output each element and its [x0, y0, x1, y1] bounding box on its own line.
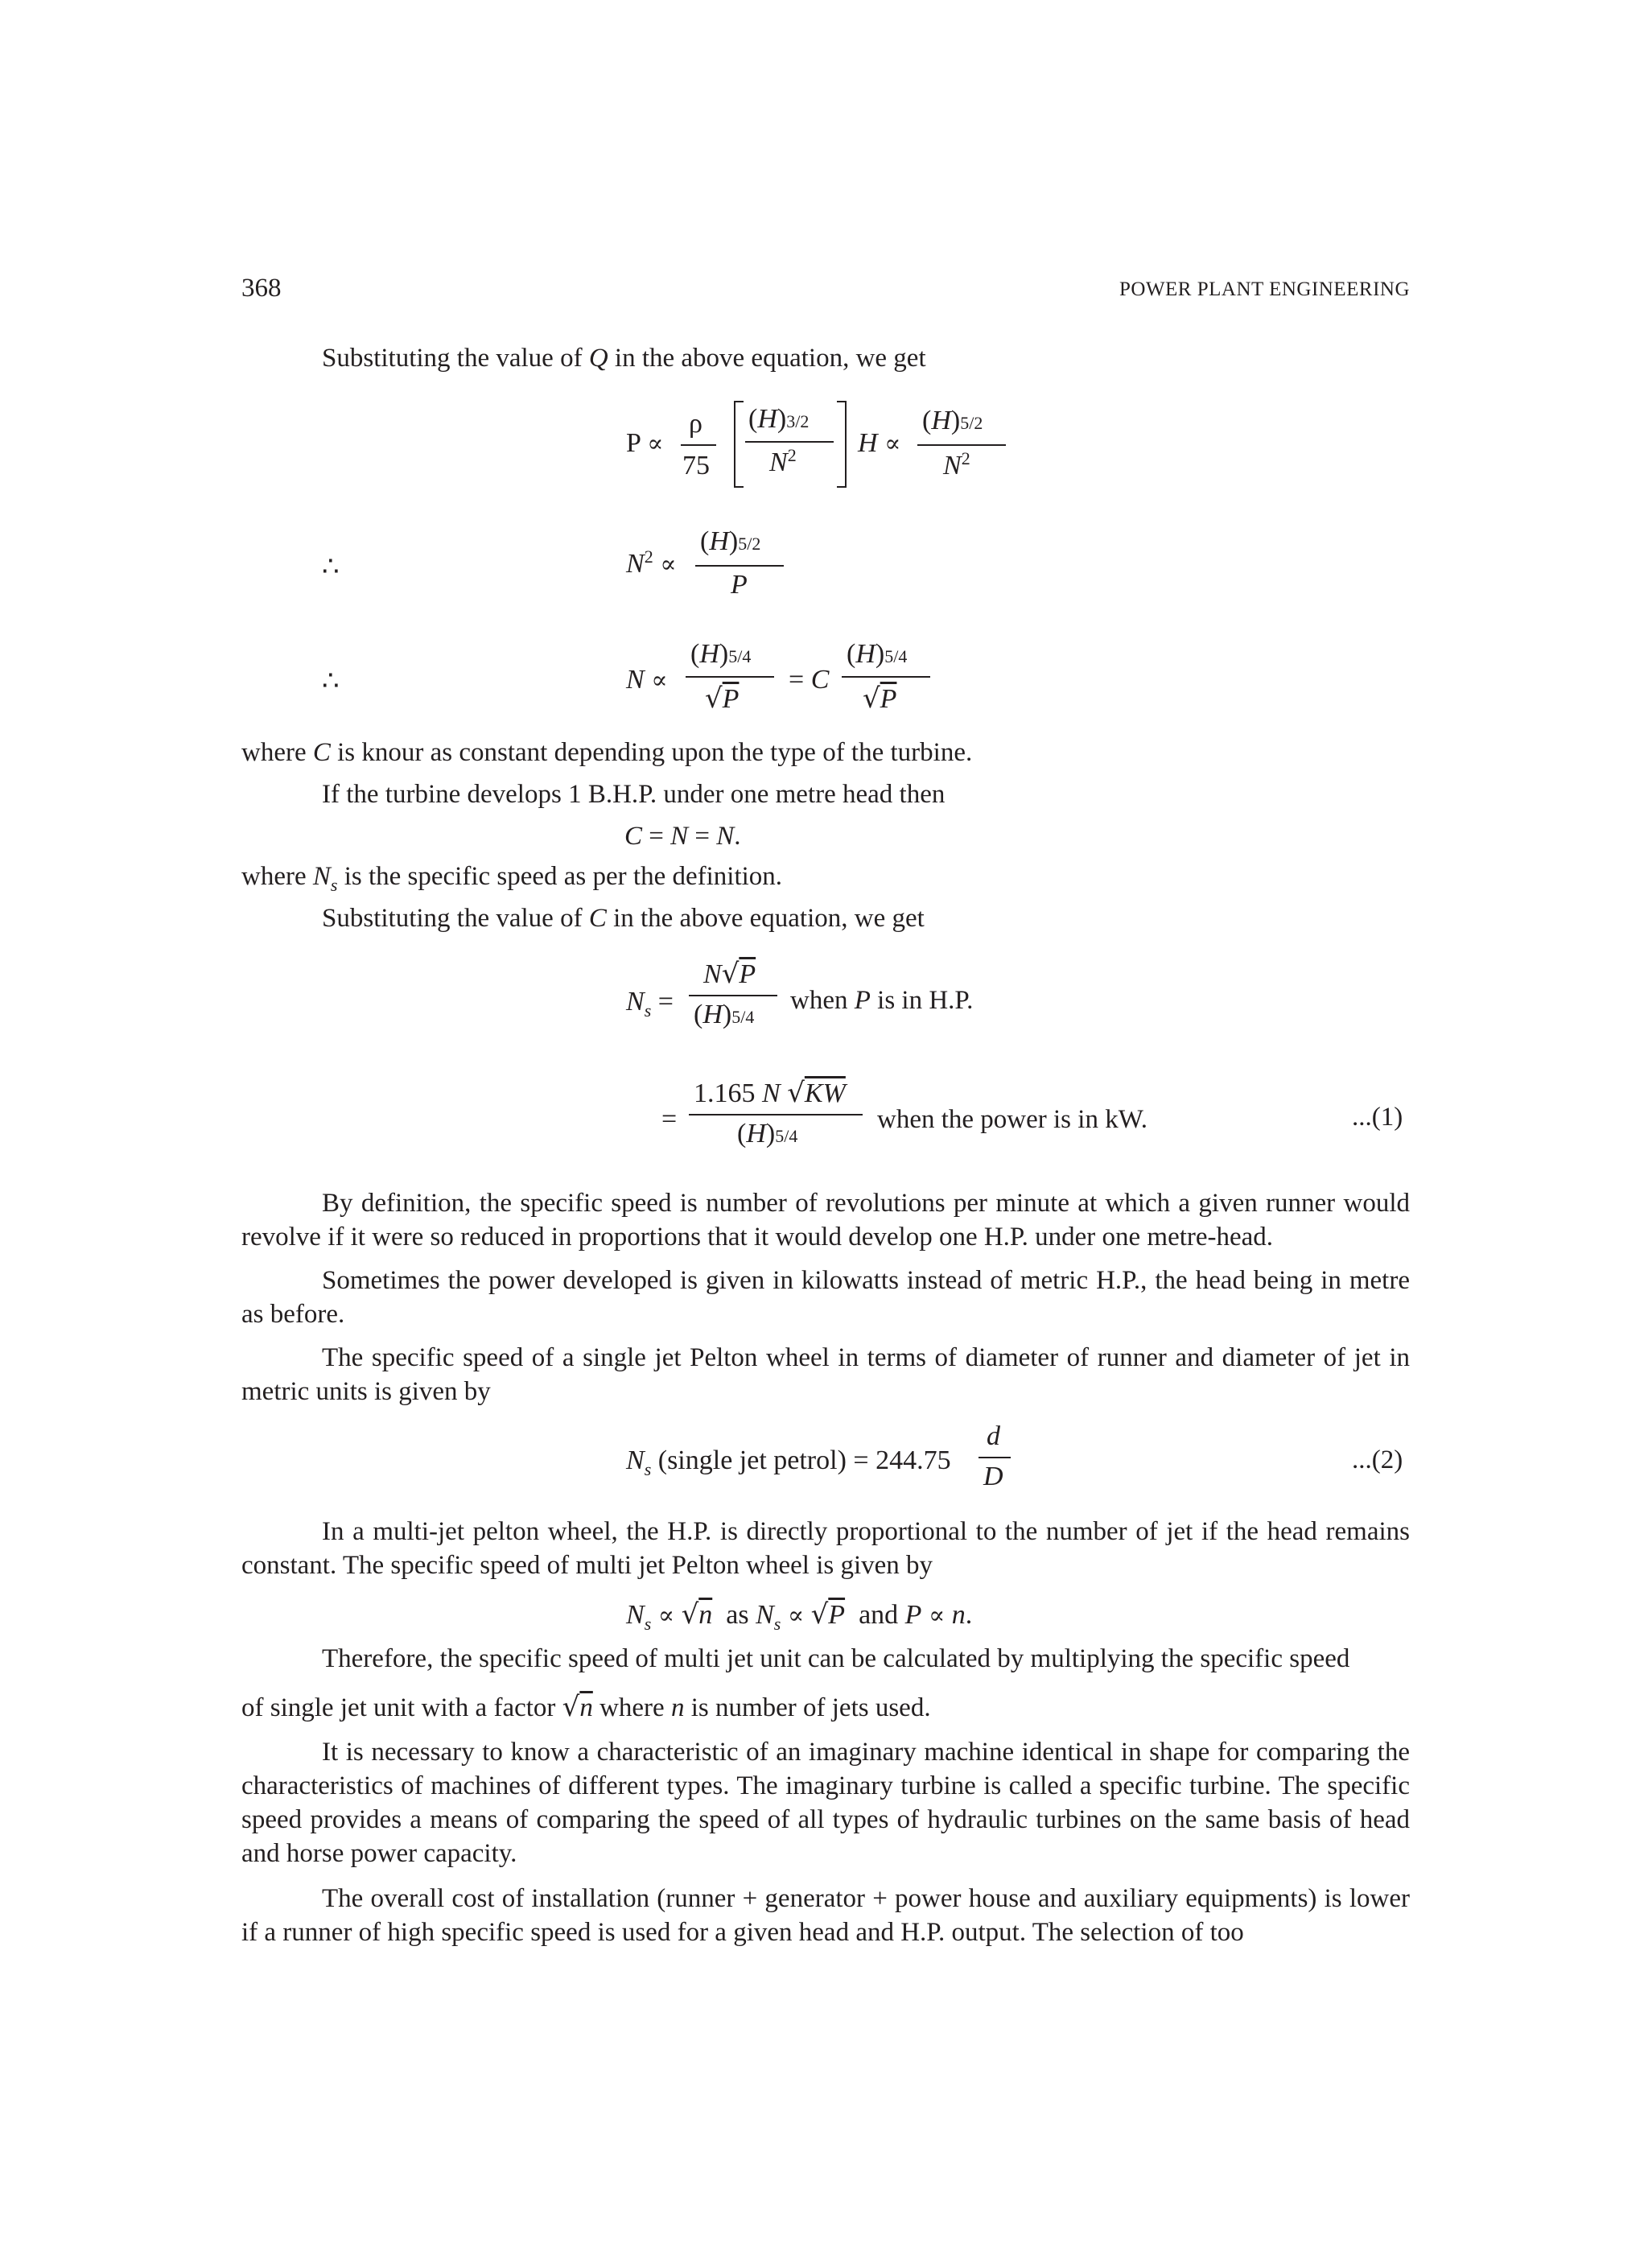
intro-sentence: Substituting the value of Q in the above equation, we get	[322, 344, 926, 373]
page-number: 368	[241, 274, 282, 303]
paragraph-pelton: The specific speed of a single jet Pelton wheel in terms of diameter of runner and diameter of jet in metric units is given by	[241, 1343, 1410, 1406]
equation-multi-jet: $N_s \propto √n$ as $N_s \propto √P$ and P ∝ n.	[626, 1598, 973, 1634]
paragraph-imaginary-machine: It is necessary to know a characteristic of an imaginary machine identical in shape for comparing the characteristics of machines of different types. The imaginary turbine is called a specific turbine. The specific speed provides a means of comparing the speed of all types of hydraulic turbines on the same basis of head and horse power capacity.	[241, 1738, 1410, 1868]
substituting-c-line: Substituting the value of C in the above equation, we get	[322, 904, 925, 933]
where-ns-line: where $N_s$ is the specific speed as per the definition.	[241, 862, 783, 895]
paragraph-overall-cost: The overall cost of installation (runner + generator + power house and auxiliary equipments) is lower if a runner of high specific speed is used for a given head and H.P. output. The selection of too	[241, 1884, 1410, 1947]
c-equals-line: C = N = N.	[624, 822, 741, 851]
paragraph-definition: By definition, the specific speed is number of revolutions per minute at which a given runner would revolve if it were so reduced in proportions that it would develop one H.P. under one metre-head.	[241, 1189, 1410, 1252]
running-title: POWER PLANT ENGINEERING	[1119, 278, 1410, 300]
where-c-line: where C is knour as constant depending upon the type of the turbine.	[241, 738, 973, 767]
paragraph-multi-jet: In a multi-jet pelton wheel, the H.P. is directly proportional to the number of jet if the head remains constant. The specific speed of multi jet Pelton wheel is given by	[241, 1517, 1410, 1580]
factor-line: of single jet unit with a factor √n where n is number of jets used.	[241, 1691, 931, 1723]
equation-number-2: ...(2)	[1352, 1445, 1403, 1474]
therefore-symbol-2: ∴	[322, 666, 340, 696]
equation-number-1: ...(1)	[1352, 1103, 1403, 1132]
paragraph-kilowatts: Sometimes the power developed is given in kilowatts instead of metric H.P., the head being in metre as before.	[241, 1266, 1410, 1329]
if-turbine-line: If the turbine develops 1 B.H.P. under one metre head then	[322, 780, 946, 809]
therefore-symbol: ∴	[322, 552, 340, 582]
paragraph-therefore-multi: Therefore, the specific speed of multi jet unit can be calculated by multiplying the specific speed	[322, 1644, 1350, 1673]
